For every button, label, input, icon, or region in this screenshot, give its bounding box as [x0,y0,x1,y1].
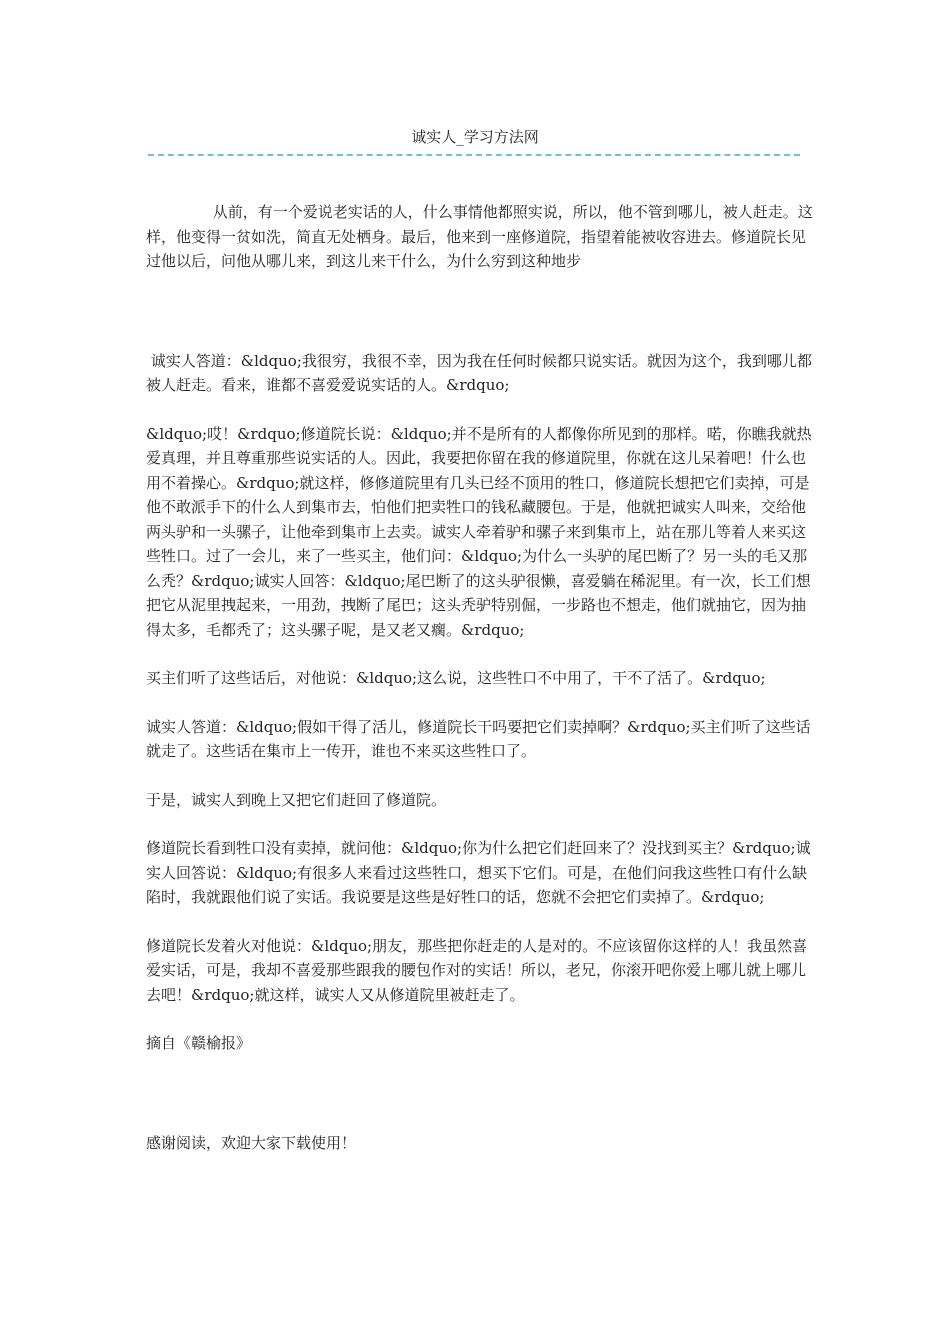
document-body [146,200,816,1155]
paragraph-gap [146,764,816,788]
paragraph-abbot-angry: 修道院长发着火对他说：&ldquo;朋友，那些把你赶走的人是对的。不应该留你这样的人！我虽然喜爱实话，可是，我却不喜爱那些跟我的腰包作对的实话！所以，老兄，你滚开吧你爱上哪儿就上哪儿去吧！&rdquo;就这样，诚实人又从修道院里被赶走了。 [146,936,808,1004]
paragraph-gap [146,642,816,666]
paragraph-answer: 诚实人答道：&ldquo;我很穷，我很不幸，因为我在任何时候都只说实话。就因为这个，我到哪儿都被人赶走。看来，谁都不喜爱爱说实话的人。&rdquo; [146,351,812,394]
closing-thanks: 感谢阅读，欢迎大家下载使用！ [146,1133,357,1152]
paragraph-buyers: 买主们听了这些话后，对他说：&ldquo;这么说，这些牲口不中用了，干不了活了。&rdquo; [146,669,766,687]
paragraph-intro: 从前，有一个爱说老实话的人，什么事情他都照实说，所以，他不管到哪儿，被人赶走。这样，他变得一贫如洗，简直无处栖身。最后，他来到一座修道院，指望着能被收容进去。修道院长见过他以后，问他从哪儿来，到这儿来干什么，为什么穷到这种地步 [146,203,813,270]
paragraph-gap [146,274,816,349]
paragraph-abbot-reply: &ldquo;哎！&rdquo;修道院长说：&ldquo;并不是所有的人都像你所见到的那样。喏，你瞧我就热爱真理，并且尊重那些说实话的人。因此，我要把你留在我的修道院里，你就在这儿呆着吧！什么也用不着操心。&rdquo;就这样，修修道院里有几头已经不顶用的牲口，修道院长想把它们卖掉，可是他不敢派手下的什么人到集市去，怕他们把卖牲口的钱私藏腰包。于是，他就把诚实人叫来，交给他两头驴和一头骡子，让他牵到集市上去卖。诚实人牵着驴和骡子来到集市上，站在那儿等着人来买这些牲口。过了一会儿，来了一些买主，他们问：&ldquo;为什么一头驴的尾巴断了？另一头的毛又那么秃？&rdquo;诚实人回答：&ldquo;尾巴断了的这头驴很懒，喜爱躺在稀泥里。有一次，长工们想把它从泥里拽起来，一用劲，拽断了尾巴；这头秃驴特别倔，一步路也不想走，他们就抽它，因为抽得太多，毛都秃了；这头骡子呢，是又老又瘸。&rdquo; [146,424,812,639]
paragraph-abbot-asks: 修道院长看到牲口没有卖掉，就问他：&ldquo;你为什么把它们赶回来了？没找到买主？&rdquo;诚实人回答说：&ldquo;有很多人来看过这些牲口，想买下它们。可是，在他们问我这些牲口有什么缺陷时，我就跟他们说了实话。我说要是这些是好牲口的话，您就不会把它们卖掉了。&rdquo; [146,839,811,906]
paragraph-gap [146,1007,816,1031]
paragraph-return: 于是，诚实人到晚上又把它们赶回了修道院。 [146,790,447,809]
source-note: 摘自《赣榆报》 [146,1034,252,1052]
paragraph-gap [146,910,816,934]
paragraph-gap [146,1056,816,1131]
paragraph-gap [146,398,816,422]
paragraph-gap [146,691,816,715]
document-title: 诚实人_学习方法网 [411,128,539,146]
paragraph-gap [146,812,816,836]
title-divider [148,154,800,156]
paragraph-honest-reply: 诚实人答道：&ldquo;假如干得了活儿，修道院长干吗要把它们卖掉啊？&rdquo;买主们听了这些话就走了。这些话在集市上一传开，谁也不来买这些牲口了。 [146,717,811,760]
